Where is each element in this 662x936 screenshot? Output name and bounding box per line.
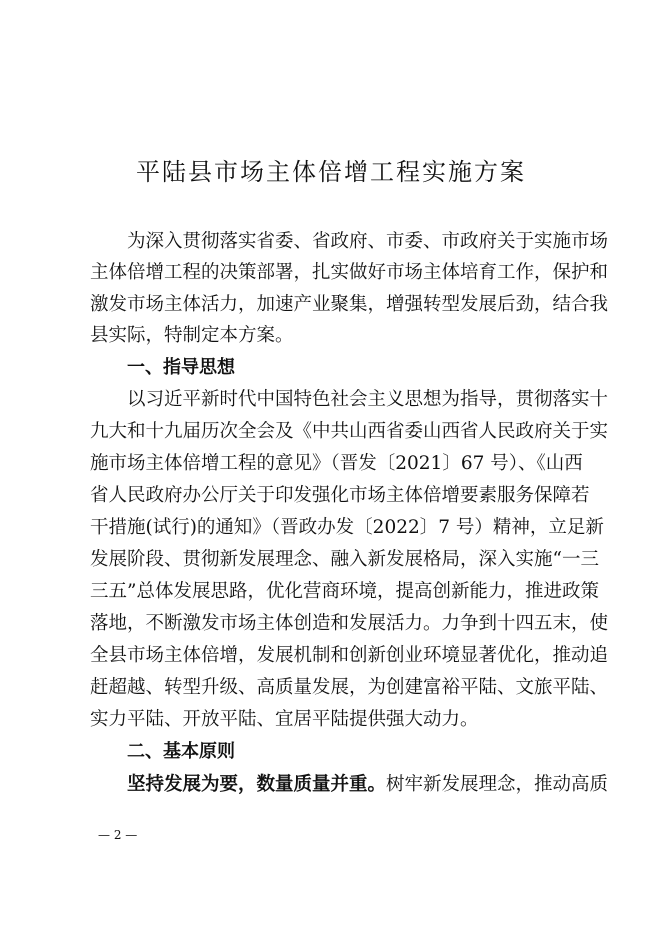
document-title: 平陆县市场主体倍增工程实施方案: [136, 158, 526, 186]
section-1-line-2: 九大和十九届历次全会及《中共山西省委山西省人民政府关于实: [90, 421, 609, 442]
principle-bold-text: 坚持发展为要，数量质量并重。: [127, 774, 387, 795]
principle-rest-text: 树牢新发展理念，推动高质: [386, 774, 609, 795]
principle-line: [90, 774, 609, 795]
section-1-line-7: 三五”总体发展思路，优化营商环境，提高创新能力，推进政策: [90, 581, 599, 602]
section-1-heading: 一、指导思想: [127, 357, 235, 378]
intro-line-1: 为深入贯彻落实省委、省政府、市委、市政府关于实施市场: [127, 231, 609, 252]
section-1-line-9: 全县市场主体倍增，发展机制和创新创业环境显著优化，推动追: [90, 645, 609, 666]
section-1-line-1: 以习近平新时代中国特色社会主义思想为指导，贯彻落实十: [127, 389, 609, 410]
intro-line-2: 主体倍增工程的决策部署，扎实做好市场主体培育工作，保护和: [90, 262, 609, 283]
section-1-line-8: 落地，不断激发市场主体创造和发展活力。力争到十四五末，使: [90, 613, 609, 634]
intro-line-3: 激发市场主体活力，加速产业聚集，增强转型发展后劲，结合我: [90, 294, 609, 315]
section-2-heading: 二、基本原则: [127, 741, 235, 762]
intro-line-4: 县实际，特制定本方案。: [90, 325, 294, 346]
section-1-line-6: 发展阶段、贯彻新发展理念、融入新发展格局，深入实施“一三: [90, 549, 599, 570]
page-number: — 2 —: [98, 828, 138, 842]
section-1-line-10: 赶超越、转型升级、高质量发展，为创建富裕平陆、文旅平陆、: [90, 677, 609, 698]
section-1-line-4: 省人民政府办公厅关于印发强化市场主体倍增要素服务保障若: [90, 485, 590, 506]
section-1-line-5: 干措施(试行)的通知》（晋政办发〔2022〕7 号）精神，立足新: [90, 517, 604, 538]
section-1-line-3: 施市场主体倍增工程的意见》（晋发〔2021〕67 号）、《山西: [90, 453, 583, 474]
section-1-line-11: 实力平陆、开放平陆、宜居平陆提供强大动力。: [90, 709, 479, 730]
